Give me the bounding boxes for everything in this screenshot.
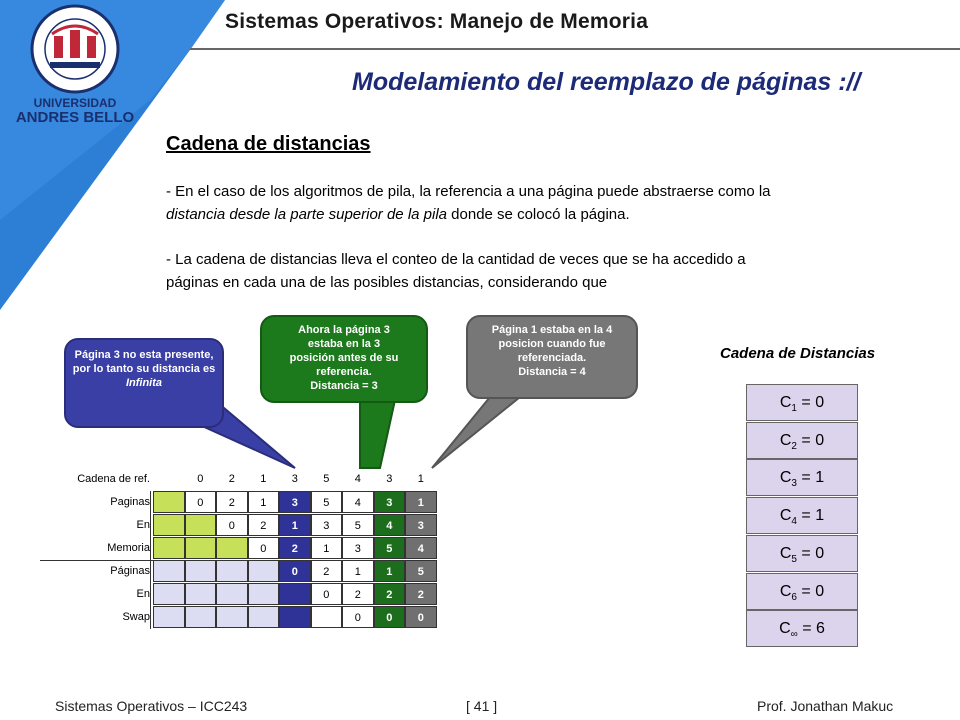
callout3-line1: Ahora la página 3 [298,324,390,336]
table-cell: 1 [342,560,374,582]
callout3-line2: estaba en la 3 [307,338,381,350]
table-cell: 2 [342,583,374,605]
table-cell: 0 [279,560,311,582]
footer-page-number: [ 41 ] [466,698,498,714]
seal-icon [10,4,140,96]
logo-line1: UNIVERSIDAD [33,96,117,110]
cadena-prefix: C [779,582,792,600]
table-cell: 2 [248,514,280,536]
table-cell: 3 [311,514,343,536]
section-title: Cadena de distancias [166,133,371,155]
cadena-prefix: C [779,620,791,638]
ref-value: 4 [354,473,361,485]
callout3-line4: referencia. [316,366,372,378]
ref-value: 3 [386,473,393,485]
table-cell: 0 [374,606,406,628]
cadena-sub: 3 [791,478,797,490]
table-cell: 3 [279,491,311,513]
row-label: Páginas [110,565,150,577]
slide-title: Modelamiento del reemplazo de páginas :// [352,68,861,96]
callout-infinite-text: Página 3 no esta presente, por lo tanto su distancia es [72,349,216,375]
table-cell: 1 [374,560,406,582]
cadena-prefix: C [779,394,792,411]
table-cell: 5 [342,514,374,536]
cadena-item [746,497,858,534]
table-cell: 5 [311,491,343,513]
table-cell [185,606,217,628]
p2-line1: - La cadena de distancias lleva el conteo de la cantidad de veces que se ha accedido a [166,251,746,268]
table-cell [185,583,217,605]
table-divider [40,560,155,561]
ref-value: 1 [260,473,267,485]
table-cell: 5 [374,537,406,559]
table-cell: 0 [405,606,437,628]
cadena-prefix: C [779,469,792,487]
callout-distance-3 [260,315,428,403]
callout4-line1: Página 1 estaba en la 4 [491,324,613,336]
table-cell: 2 [216,491,248,513]
cadena-item [746,384,858,421]
cadena-value: = 0 [796,544,825,562]
table-cell: 0 [185,491,217,513]
p1-rest: donde se colocó la página. [447,206,630,223]
ref-label: Cadena de ref. [77,473,150,485]
table-cell [185,537,217,559]
header-divider [190,48,960,50]
cadena-item [746,422,858,459]
ref-value: 3 [291,473,298,485]
table-cell [216,583,248,605]
table-cell [153,491,185,513]
table-cell: 1 [279,514,311,536]
cadena-sub: 2 [791,440,797,452]
cadena-item [746,535,858,572]
footer-course: Sistemas Operativos – ICC243 [55,698,248,714]
table-cell: 0 [216,514,248,536]
logo-line2: ANDRES BELLO [15,109,135,126]
table-cell: 0 [248,537,280,559]
p2-line2: páginas en cada una de las posibles distancias, considerando que [166,274,608,291]
table-cell [248,606,280,628]
cadena-sub: 1 [791,403,797,415]
table-cell [153,514,185,536]
table-cell: 4 [342,491,374,513]
callout3-line3: posición antes de su [289,352,399,364]
callout-infinite-italic: Infinita [125,377,163,389]
table-cell: 1 [405,491,437,513]
cadena-item [746,573,858,610]
row-label: Paginas [110,496,150,508]
row-label: Swap [122,611,150,623]
cadena-value: = 0 [796,431,825,449]
table-cell: 3 [405,514,437,536]
table-cell [216,560,248,582]
p1-italic: distancia desde la parte superior de la pila [166,206,448,223]
cadena-value: = 0 [796,582,825,600]
ref-value: 2 [228,473,235,485]
table-cell [153,537,185,559]
row-label: En [136,519,150,531]
cadena-value: = 1 [796,507,825,525]
cadena-title: Cadena de Distancias [720,345,876,362]
table-cell: 3 [342,537,374,559]
table-cell: 1 [311,537,343,559]
table-cell [216,537,248,559]
callout4-line4: Distancia = 4 [518,366,586,378]
row-label: En [136,588,150,600]
table-cell: 2 [279,537,311,559]
table-cell: 2 [374,583,406,605]
table-cell [153,606,185,628]
table-cell [279,606,311,628]
paragraph-1 [166,180,926,226]
table-cell [248,560,280,582]
cadena-sub: 6 [791,591,797,603]
ref-value: 5 [323,473,330,485]
footer-author: Prof. Jonathan Makuc [757,698,894,714]
cadena-prefix: C [779,431,792,449]
cadena-item [746,459,858,496]
callout3-line5: Distancia = 3 [310,380,378,392]
table-cell [311,606,343,628]
cadena-sub: 4 [791,516,797,528]
table-cell [185,514,217,536]
cadena-sub: ∞ [790,629,798,641]
cadena-prefix: C [779,544,792,562]
table-cell: 2 [311,560,343,582]
ref-value: 1 [417,473,424,485]
callout4-line3: referenciada. [517,352,587,364]
paragraph-2 [166,248,926,294]
cadena-value: = 6 [797,620,825,638]
callout4-line2: posicion cuando fue [498,338,606,350]
table-cell [248,583,280,605]
callout-distance-4 [466,315,638,399]
cadena-sub: 5 [791,553,797,565]
table-cell: 0 [311,583,343,605]
table-cell: 3 [374,491,406,513]
ref-value: 0 [197,473,204,485]
cadena-item [746,610,858,647]
cadena-value: = 0 [796,394,825,411]
table-cell [185,560,217,582]
row-label: Memoria [107,542,150,554]
header-title: Sistemas Operativos: Manejo de Memoria [225,10,649,33]
table-cell: 0 [342,606,374,628]
table-cell: 1 [248,491,280,513]
callout-infinite [64,338,224,428]
table-cell: 4 [374,514,406,536]
table-cell [216,606,248,628]
table-cell: 4 [405,537,437,559]
p1-line1: - En el caso de los algoritmos de pila, la referencia a una página puede abstraerse como la [166,183,771,200]
university-logo [10,4,140,128]
table-cell: 2 [405,583,437,605]
table-cell: 5 [405,560,437,582]
table-cell [153,560,185,582]
table-cell [279,583,311,605]
cadena-value: = 1 [796,469,825,487]
cadena-prefix: C [779,507,792,525]
table-cell [153,583,185,605]
